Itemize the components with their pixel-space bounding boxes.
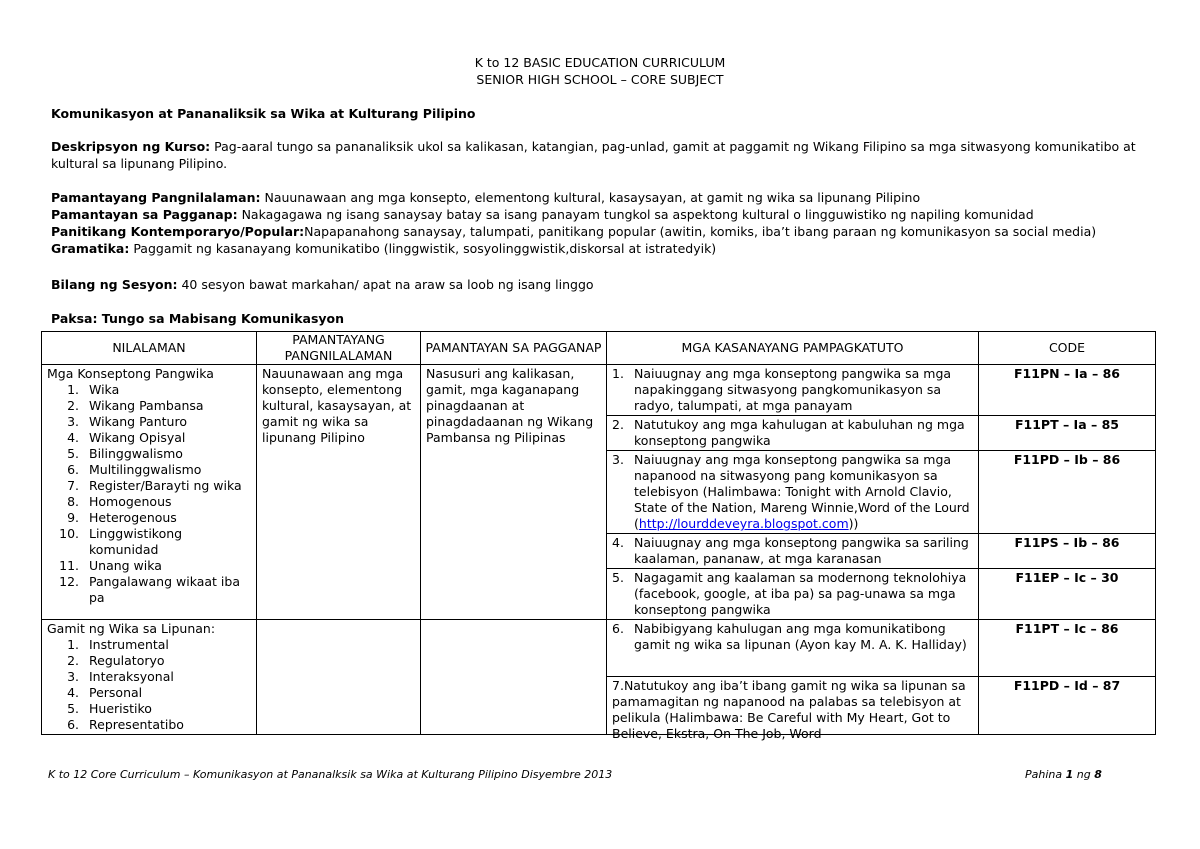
code-cell: F11PT – Ic – 86 [979,620,1156,677]
code-cell: F11PT – Ia – 85 [979,416,1156,451]
competency-cell [607,416,979,451]
sessions-text: 40 sesyon bawat markahan/ apat na araw sa loob ng isang linggo [181,277,594,292]
page-number [1025,768,1102,781]
competency-cell [607,365,979,416]
list-item: 5. Bilinggwalismo [83,446,251,462]
table-row [42,620,1156,677]
content-standard-line [51,189,1151,206]
table-header-row [42,332,1156,365]
list-item: 10. Linggwistikong komunidad [83,526,251,558]
sessions-line [51,276,1151,293]
list-item: 11. Unang wika [83,558,251,574]
standard-text: Paggamit ng kasanayang komunikatibo (linggwistik, sosyolinggwistik,diskorsal at istratedyik) [133,241,717,256]
standard-label: Pamantayan sa Pagganap: [51,207,238,222]
concept-list [47,382,251,606]
competency-cell [607,677,979,741]
standard-label: Panitikang Kontemporaryo/Popular: [51,224,305,239]
course-title: Komunikasyon at Pananaliksik sa Wika at Kulturang Pilipino [51,106,476,121]
empty-cell [257,620,421,735]
competency-number: 3. [612,452,624,467]
competency-cell [607,620,979,677]
code-cell: F11EP – Ic – 30 [979,569,1156,620]
list-item: 6. Multilinggwalismo [83,462,251,478]
list-item: 1. Instrumental [83,637,251,653]
table-row [42,365,1156,416]
content-cell-2 [42,620,257,735]
col-header: MGA KASANAYANG PAMPAGKATUTO [607,332,979,365]
competency-cell [607,451,979,534]
empty-cell [421,620,607,735]
content-cell-1 [42,365,257,620]
performance-standard-line [51,206,1151,223]
topic-title: Paksa: Tungo sa Mabisang Komunikasyon [51,311,345,326]
competency-cell [607,534,979,569]
competency-text-end: )) [848,516,859,531]
col-header: PAMANTAYANG PANGNILALAMAN [257,332,421,365]
content-standard-cell: Nauunawaan ang mga konsepto, elementong kultural, kasaysayan, at gamit ng wika sa lipunang Pilipino [257,365,421,620]
page-mid: ng [1076,768,1091,781]
competency-text: Natutukoy ang iba’t ibang gamit ng wika sa lipunan sa pamamagitan ng napanood na palabas sa telebisyon at pelikula (Halimbawa: Be Careful with My Heart, Got to Believe, Ekstra, On The Job, Word [612,678,966,741]
list-item: 9. Heterogenous [83,510,251,526]
standard-text: Nauunawaan ang mga konsepto, elementong kultural, kasaysayan, at gamit ng wika sa lipunang Pilipino [264,190,921,205]
list-item: 7. Register/Barayti ng wika [83,478,251,494]
code-cell: F11PN – Ia – 86 [979,365,1156,416]
standard-text: Nakagagawa ng isang sanaysay batay sa isang panayam tungkol sa aspektong kultural o lingguwistiko ng napiling komunidad [241,207,1034,222]
col-header: NILALAMAN [42,332,257,365]
blog-link[interactable]: http://lourddeveyra.blogspot.com [638,516,849,531]
page-total: 8 [1094,768,1102,781]
description-label: Deskripsyon ng Kurso: [51,139,211,154]
list-item: 1. Wika [83,382,251,398]
list-item: 8. Homogenous [83,494,251,510]
sessions-label: Bilang ng Sesyon: [51,277,178,292]
code-cell: F11PD – Id – 87 [979,677,1156,735]
code-cell: F11PD – Ib – 86 [979,451,1156,534]
code-cell: F11PS – Ib – 86 [979,534,1156,569]
competency-number: 6. [612,621,624,636]
footer-text: K to 12 Core Curriculum – Komunikasyon at Pananalksik sa Wika at Kulturang Pilipino Disyembre 2013 [48,768,613,781]
competency-cell [607,569,979,620]
standard-text: Napapanahong sanaysay, talumpati, panitikang popular (awitin, komiks, iba’t ibang paraan ng komunikasyon sa social media) [304,224,1097,239]
list-item: 3. Interaksyonal [83,669,251,685]
list-item: 5. Hueristiko [83,701,251,717]
list-item: 2. Regulatoryo [83,653,251,669]
competency-text: Nagagamit ang kaalaman sa modernong teknolohiya (facebook, google, at iba pa) sa pag-unawa sa mga konseptong pangwika [634,570,967,617]
standard-label: Pamantayang Pangnilalaman: [51,190,261,205]
description-text-1: Pag-aaral tungo sa pananaliksik ukol sa kalikasan, katangian, pag-unlad, gamit at paggamit ng Wikang Filipino sa mga sitwasyong komunikatibo at [214,139,1136,154]
competency-number: 4. [612,535,624,550]
list-item: 4. Wikang Opisyal [83,430,251,446]
competency-number: 7. [612,678,624,693]
col-header: CODE [979,332,1156,365]
list-item: 12. Pangalawang wikaat iba pa [83,574,251,606]
competency-text: Naiuugnay ang mga konseptong pangwika sa mga napakinggang sitwasyong pangkomunikasyon sa radyo, talumpati, at mga panayam [634,366,952,413]
col-header: PAMANTAYAN SA PAGGANAP [421,332,607,365]
competency-text: Natutukoy ang mga kahulugan at kabuluhan ng mga konseptong pangwika [634,417,965,448]
competency-number: 2. [612,417,624,432]
list-item: 2. Wikang Pambansa [83,398,251,414]
list-item: 6. Representatibo [83,717,251,733]
curriculum-table [41,331,1156,741]
grammar-line [51,240,1151,257]
competency-text: Naiuugnay ang mga konseptong pangwika sa sariling kaalaman, pananaw, at mga karanasan [634,535,969,566]
header-subtitle: SENIOR HIGH SCHOOL – CORE SUBJECT [476,72,724,87]
course-description [51,138,1151,155]
list-item: 4. Personal [83,685,251,701]
page-prefix: Pahina [1025,768,1063,781]
competency-text: Nabibigyang kahulugan ang mga komunikatibong gamit ng wika sa lipunan (Ayon kay M. A. K. Halliday) [634,621,967,652]
competency-number: 5. [612,570,624,585]
section-title: Gamit ng Wika sa Lipunan: [47,621,216,636]
header-title: K to 12 BASIC EDUCATION CURRICULUM [474,55,726,70]
literature-line [51,223,1151,240]
list-item: 3. Wikang Panturo [83,414,251,430]
standard-label: Gramatika: [51,241,130,256]
competency-text: Naiuugnay ang mga konseptong pangwika sa mga napanood na sitwasyong pang komunikasyon sa telebisyon (Halimbawa: Tonight with Arnold Clavio, State of the Nation, Mareng Winnie,Word of the Lourd ( [634,452,970,531]
function-list [47,637,251,733]
page-current: 1 [1065,768,1074,781]
competency-number: 1. [612,366,624,381]
section-title: Mga Konseptong Pangwika [47,366,214,381]
performance-standard-cell: Nasusuri ang kalikasan, gamit, mga kaganapang pinagdaanan at pinagdadaanan ng Wikang Pambansa ng Pilipinas [421,365,607,620]
course-description-cont: kultural sa lipunang Pilipino. [51,156,228,171]
